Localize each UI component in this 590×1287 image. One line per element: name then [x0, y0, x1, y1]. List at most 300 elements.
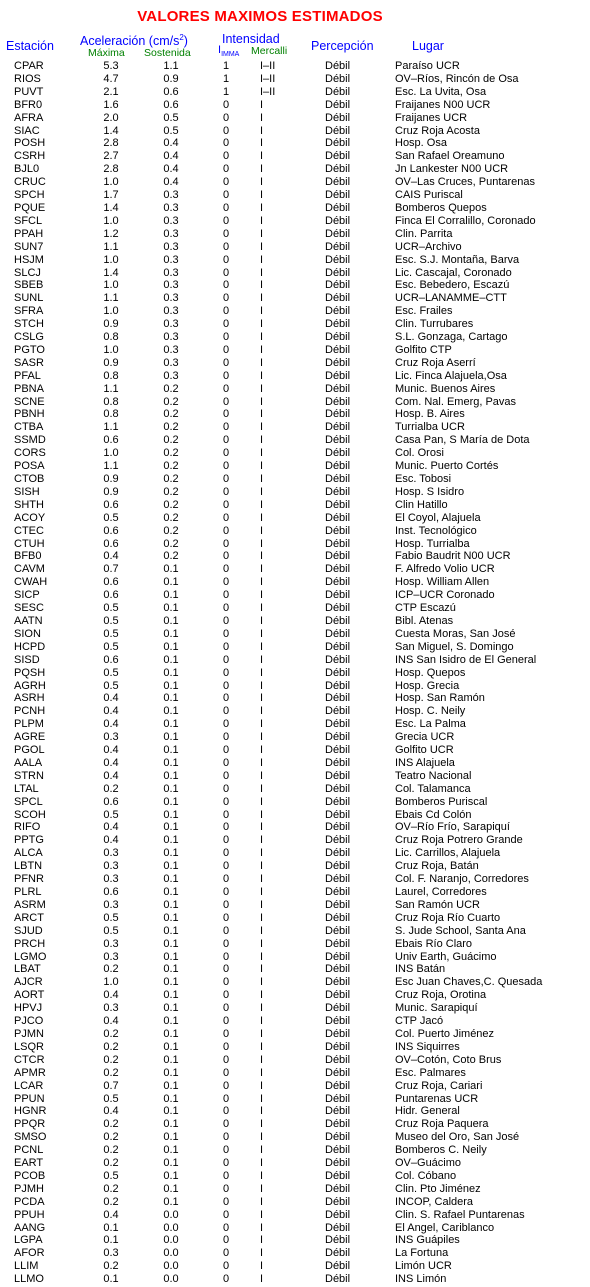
intensity-imma: 0	[222, 834, 230, 847]
station-code: PPQR	[14, 1118, 46, 1131]
mercalli: I	[260, 898, 264, 911]
table-row	[0, 809, 590, 822]
location: UCR–Archivo	[395, 240, 462, 253]
station-code: SFCL	[14, 214, 43, 227]
sustained-acceleration: 0.1	[163, 744, 179, 757]
table-row	[0, 615, 590, 628]
max-acceleration: 0.2	[103, 1027, 119, 1040]
location: Univ Earth, Guácimo	[395, 950, 497, 963]
intensity-imma: 0	[222, 524, 230, 537]
intensity-imma: 0	[222, 602, 230, 615]
mercalli: I	[260, 666, 264, 679]
max-acceleration: 0.4	[103, 705, 119, 718]
intensity-imma: 0	[222, 1066, 230, 1079]
table-row	[0, 1054, 590, 1067]
location: San Ramón UCR	[395, 898, 480, 911]
location: Golfito UCR	[395, 744, 454, 757]
table-row	[0, 176, 590, 189]
max-acceleration: 0.5	[103, 511, 119, 524]
station-code: RIOS	[14, 72, 41, 85]
max-acceleration: 0.5	[103, 614, 119, 627]
max-acceleration: 1.0	[103, 253, 119, 266]
station-code: PRCH	[14, 937, 46, 950]
mercalli: I	[260, 331, 264, 344]
perception: Débil	[325, 408, 351, 421]
station-code: POSH	[14, 137, 46, 150]
max-acceleration: 0.4	[103, 718, 119, 731]
max-acceleration: 0.6	[103, 498, 119, 511]
sustained-acceleration: 0.2	[163, 421, 179, 434]
mercalli: I	[260, 576, 264, 589]
mercalli: I	[260, 756, 264, 769]
mercalli: I	[260, 1066, 264, 1079]
max-acceleration: 1.4	[103, 201, 119, 214]
location: Clin. Turrubares	[395, 318, 474, 331]
station-code: PFAL	[14, 369, 41, 382]
table-row	[0, 563, 590, 576]
perception: Débil	[325, 705, 351, 718]
location: INS Guápiles	[395, 1234, 460, 1247]
location: S. Jude School, Santa Ana	[395, 924, 526, 937]
station-code: PGOL	[14, 744, 45, 757]
perception: Débil	[325, 1131, 351, 1144]
perception: Débil	[325, 937, 351, 950]
max-acceleration: 0.4	[103, 550, 119, 563]
max-acceleration: 0.7	[103, 563, 119, 576]
perception: Débil	[325, 1105, 351, 1118]
location: Bomberos Puriscal	[395, 795, 488, 808]
station-code: HPVJ	[14, 1002, 43, 1015]
perception: Débil	[325, 1118, 351, 1131]
max-acceleration: 2.0	[103, 111, 119, 124]
table-row	[0, 150, 590, 163]
station-code: POSA	[14, 460, 45, 473]
max-acceleration: 0.6	[103, 434, 119, 447]
station-code: PFNR	[14, 873, 44, 886]
sustained-acceleration: 0.1	[163, 640, 179, 653]
sustained-acceleration: 0.1	[163, 1092, 179, 1105]
perception: Débil	[325, 1182, 351, 1195]
sustained-acceleration: 0.1	[163, 653, 179, 666]
perception: Débil	[325, 331, 351, 344]
mercalli: I	[260, 1208, 264, 1221]
intensity-imma: 0	[222, 1040, 230, 1053]
location: Hosp. Quepos	[395, 666, 466, 679]
perception: Débil	[325, 318, 351, 331]
max-acceleration: 0.3	[103, 731, 119, 744]
intensity-imma: 0	[222, 963, 230, 976]
max-acceleration: 0.2	[103, 1195, 119, 1208]
max-acceleration: 0.8	[103, 331, 119, 344]
max-acceleration: 1.4	[103, 266, 119, 279]
mercalli: I	[260, 524, 264, 537]
table-row	[0, 951, 590, 964]
station-code: PBNA	[14, 382, 44, 395]
station-code: SUN7	[14, 240, 44, 253]
table-row	[0, 1080, 590, 1093]
sustained-acceleration: 0.4	[163, 176, 179, 189]
perception: Débil	[325, 524, 351, 537]
perception: Débil	[325, 85, 351, 98]
mercalli: I	[260, 137, 264, 150]
intensity-imma: 0	[222, 292, 230, 305]
table-row	[0, 318, 590, 331]
perception: Débil	[325, 744, 351, 757]
perception: Débil	[325, 589, 351, 602]
station-code: LBTN	[14, 860, 43, 873]
sustained-acceleration: 0.3	[163, 253, 179, 266]
mercalli: I	[260, 1195, 264, 1208]
intensity-imma: 0	[222, 666, 230, 679]
table-row	[0, 112, 590, 125]
perception: Débil	[325, 395, 351, 408]
max-acceleration: 1.0	[103, 447, 119, 460]
sustained-acceleration: 0.3	[163, 214, 179, 227]
station-code: AANG	[14, 1221, 46, 1234]
location: Bibl. Atenas	[395, 614, 454, 627]
sustained-acceleration: 0.2	[163, 395, 179, 408]
sustained-acceleration: 0.3	[163, 292, 179, 305]
location: Cruz Roja Paquera	[395, 1118, 489, 1131]
station-code: PQSH	[14, 666, 46, 679]
sustained-acceleration: 0.1	[163, 1195, 179, 1208]
intensity-imma: 0	[222, 1079, 230, 1092]
max-acceleration: 0.5	[103, 679, 119, 692]
mercalli: I	[260, 176, 264, 189]
table-row	[0, 912, 590, 925]
sustained-acceleration: 0.3	[163, 189, 179, 202]
perception: Débil	[325, 692, 351, 705]
perception: Débil	[325, 614, 351, 627]
station-code: PPUN	[14, 1092, 45, 1105]
max-acceleration: 1.0	[103, 976, 119, 989]
max-acceleration: 2.8	[103, 163, 119, 176]
perception: Débil	[325, 111, 351, 124]
sustained-acceleration: 0.1	[163, 821, 179, 834]
table-row	[0, 1247, 590, 1260]
sustained-acceleration: 0.2	[163, 447, 179, 460]
intensity-imma: 0	[222, 1118, 230, 1131]
station-code: AATN	[14, 614, 43, 627]
mercalli: I	[260, 679, 264, 692]
mercalli: I	[260, 305, 264, 318]
station-code: PQUE	[14, 201, 46, 214]
max-acceleration: 0.4	[103, 821, 119, 834]
mercalli: I	[260, 692, 264, 705]
location: Bomberos Quepos	[395, 201, 487, 214]
max-acceleration: 0.2	[103, 782, 119, 795]
location: Fabio Baudrit N00 UCR	[395, 550, 511, 563]
station-code: SESC	[14, 602, 44, 615]
max-acceleration: 0.8	[103, 395, 119, 408]
sustained-acceleration: 0.1	[163, 924, 179, 937]
sustained-acceleration: 0.2	[163, 550, 179, 563]
max-acceleration: 0.9	[103, 473, 119, 485]
intensity-imma: 0	[222, 331, 230, 344]
mercalli: I	[260, 563, 264, 576]
station-code: AALA	[14, 756, 43, 769]
sustained-acceleration: 0.0	[163, 1234, 179, 1247]
intensity-imma: 0	[222, 511, 230, 524]
station-code: PCNL	[14, 1144, 44, 1157]
location: Bomberos C. Neily	[395, 1144, 487, 1157]
mercalli: I	[260, 266, 264, 279]
sustained-acceleration: 0.1	[163, 834, 179, 847]
mercalli: I	[260, 1131, 264, 1144]
intensity-imma: 0	[222, 821, 230, 834]
intensity-imma: 0	[222, 653, 230, 666]
mercalli: I	[260, 189, 264, 202]
table-row	[0, 976, 590, 989]
max-acceleration: 0.6	[103, 576, 119, 589]
intensity-imma: 0	[222, 744, 230, 757]
perception: Débil	[325, 640, 351, 653]
perception: Débil	[325, 382, 351, 395]
location: Paraíso UCR	[395, 60, 460, 72]
max-acceleration: 4.7	[103, 72, 119, 85]
station-code: PCOB	[14, 1169, 46, 1182]
mercalli: I	[260, 1221, 264, 1234]
mercalli: I	[260, 1260, 264, 1273]
intensity-imma: 0	[222, 1169, 230, 1182]
station-code: PPTG	[14, 834, 44, 847]
station-code: BFR0	[14, 98, 43, 111]
perception: Débil	[325, 305, 351, 318]
max-acceleration: 0.2	[103, 1066, 119, 1079]
location: Limón UCR	[395, 1260, 452, 1273]
table-row	[0, 228, 590, 241]
sustained-acceleration: 0.1	[163, 873, 179, 886]
intensity-imma: 0	[222, 989, 230, 1002]
table-row	[0, 1196, 590, 1209]
mercalli: I	[260, 963, 264, 976]
sustained-acceleration: 0.0	[163, 1221, 179, 1234]
perception: Débil	[325, 976, 351, 989]
intensity-imma: 0	[222, 1092, 230, 1105]
table-row	[0, 963, 590, 976]
max-acceleration: 1.0	[103, 305, 119, 318]
table-row	[0, 744, 590, 757]
perception: Débil	[325, 498, 351, 511]
location: Museo del Oro, San José	[395, 1131, 520, 1144]
sustained-acceleration: 0.1	[163, 756, 179, 769]
table-row	[0, 473, 590, 486]
sustained-acceleration: 0.3	[163, 356, 179, 369]
mercalli: I	[260, 1157, 264, 1170]
table-row	[0, 718, 590, 731]
max-acceleration: 0.5	[103, 1169, 119, 1182]
table-row	[0, 667, 590, 680]
location: Cruz Roja Aserrí	[395, 356, 476, 369]
table-row	[0, 899, 590, 912]
intensity-imma: 0	[222, 911, 230, 924]
intensity-imma: 0	[222, 98, 230, 111]
sustained-acceleration: 0.1	[163, 1040, 179, 1053]
intensity-imma: 0	[222, 408, 230, 421]
perception: Débil	[325, 1208, 351, 1221]
intensity-imma: 0	[222, 1002, 230, 1015]
mercalli: I	[260, 473, 264, 485]
station-code: CWAH	[14, 576, 48, 589]
sustained-acceleration: 0.3	[163, 266, 179, 279]
location: Munic. Buenos Aires	[395, 382, 496, 395]
table-row	[0, 989, 590, 1002]
max-acceleration: 2.8	[103, 137, 119, 150]
perception: Débil	[325, 1066, 351, 1079]
table-row	[0, 938, 590, 951]
intensity-imma: 0	[222, 782, 230, 795]
intensity-imma: 0	[222, 563, 230, 576]
mercalli: I	[260, 434, 264, 447]
max-acceleration: 1.0	[103, 176, 119, 189]
perception: Débil	[325, 769, 351, 782]
table-row	[0, 1144, 590, 1157]
table-row	[0, 692, 590, 705]
perception: Débil	[325, 1260, 351, 1273]
mercalli: I	[260, 447, 264, 460]
sustained-acceleration: 0.3	[163, 305, 179, 318]
mercalli: I	[260, 1105, 264, 1118]
max-acceleration: 0.2	[103, 1182, 119, 1195]
mercalli: I	[260, 408, 264, 421]
location: Ebais Cd Colón	[395, 808, 472, 821]
location: Esc. Palmares	[395, 1066, 466, 1079]
table-row	[0, 1183, 590, 1196]
max-acceleration: 0.2	[103, 1053, 119, 1066]
max-acceleration: 0.4	[103, 1015, 119, 1028]
mercalli: I	[260, 485, 264, 498]
mercalli: I	[260, 718, 264, 731]
table-row	[0, 125, 590, 138]
sustained-acceleration: 0.3	[163, 227, 179, 240]
max-acceleration: 0.6	[103, 589, 119, 602]
mercalli: I	[260, 614, 264, 627]
sustained-acceleration: 0.6	[163, 98, 179, 111]
station-code: HSJM	[14, 253, 44, 266]
sustained-acceleration: 0.2	[163, 382, 179, 395]
intensity-imma: 0	[222, 795, 230, 808]
table-row	[0, 1067, 590, 1080]
location: ICP–UCR Coronado	[395, 589, 495, 602]
perception: Débil	[325, 163, 351, 176]
table-row	[0, 1105, 590, 1118]
station-code: CSLG	[14, 331, 44, 344]
location: Turrialba UCR	[395, 421, 465, 434]
perception: Débil	[325, 1027, 351, 1040]
location: Cruz Roja, Cariari	[395, 1079, 483, 1092]
table-row	[0, 1273, 590, 1286]
table-row	[0, 886, 590, 899]
perception: Débil	[325, 924, 351, 937]
sustained-acceleration: 0.1	[163, 1144, 179, 1157]
table-row	[0, 1041, 590, 1054]
mercalli: I	[260, 795, 264, 808]
perception: Débil	[325, 550, 351, 563]
location: Cruz Roja Potrero Grande	[395, 834, 523, 847]
sustained-acceleration: 0.1	[163, 576, 179, 589]
max-acceleration: 5.3	[103, 60, 119, 72]
intensity-imma: 0	[222, 924, 230, 937]
perception: Débil	[325, 679, 351, 692]
perception: Débil	[325, 266, 351, 279]
perception: Débil	[325, 834, 351, 847]
station-code: SJUD	[14, 924, 43, 937]
table-row	[0, 705, 590, 718]
perception: Débil	[325, 292, 351, 305]
mercalli: I	[260, 124, 264, 137]
table-row	[0, 357, 590, 370]
mercalli: I	[260, 369, 264, 382]
sustained-acceleration: 0.1	[163, 860, 179, 873]
mercalli: I	[260, 421, 264, 434]
station-code: PCDA	[14, 1195, 45, 1208]
station-code: SIAC	[14, 124, 40, 137]
intensity-imma: 0	[222, 189, 230, 202]
mercalli: I	[260, 1053, 264, 1066]
intensity-imma: 0	[222, 692, 230, 705]
mercalli: I	[260, 782, 264, 795]
station-code: HCPD	[14, 640, 46, 653]
location: OV–Ríos, Rincón de Osa	[395, 72, 519, 85]
intensity-imma: 0	[222, 447, 230, 460]
page-title: VALORES MAXIMOS ESTIMADOS	[137, 8, 383, 25]
perception: Débil	[325, 447, 351, 460]
sustained-acceleration: 0.4	[163, 150, 179, 163]
location: INS Siquirres	[395, 1040, 460, 1053]
intensity-imma: 0	[222, 873, 230, 886]
max-acceleration: 0.5	[103, 640, 119, 653]
intensity-imma: 1	[222, 60, 230, 72]
intensity-imma: 0	[222, 163, 230, 176]
mercalli: I	[260, 382, 264, 395]
mercalli: I–II	[260, 72, 276, 85]
mercalli: I	[260, 989, 264, 1002]
station-code: SPCH	[14, 189, 45, 202]
mercalli: I	[260, 976, 264, 989]
perception: Débil	[325, 1234, 351, 1247]
max-acceleration: 1.7	[103, 189, 119, 202]
sustained-acceleration: 0.3	[163, 201, 179, 214]
perception: Débil	[325, 821, 351, 834]
location: Clin. Parrita	[395, 227, 453, 240]
table-row	[0, 1131, 590, 1144]
max-acceleration: 0.3	[103, 950, 119, 963]
station-code: APMR	[14, 1066, 46, 1079]
sustained-acceleration: 0.1	[163, 1131, 179, 1144]
sustained-acceleration: 0.1	[163, 950, 179, 963]
perception: Débil	[325, 137, 351, 150]
intensity-imma: 0	[222, 718, 230, 731]
sustained-acceleration: 0.2	[163, 537, 179, 550]
station-code: STRN	[14, 769, 44, 782]
sustained-acceleration: 0.2	[163, 473, 179, 485]
max-acceleration: 0.6	[103, 886, 119, 898]
table-row	[0, 383, 590, 396]
sustained-acceleration: 0.5	[163, 124, 179, 137]
perception: Débil	[325, 356, 351, 369]
perception: Débil	[325, 421, 351, 434]
sustained-acceleration: 0.3	[163, 240, 179, 253]
location: INS Batán	[395, 963, 446, 976]
station-code: PUVT	[14, 85, 44, 98]
intensity-imma: 0	[222, 950, 230, 963]
sustained-acceleration: 0.1	[163, 731, 179, 744]
sustained-acceleration: 0.4	[163, 137, 179, 150]
sustained-acceleration: 0.2	[163, 524, 179, 537]
intensity-imma: 0	[222, 1182, 230, 1195]
location: Hosp. B. Aires	[395, 408, 465, 421]
location: Esc. Bebedero, Escazú	[395, 279, 510, 292]
